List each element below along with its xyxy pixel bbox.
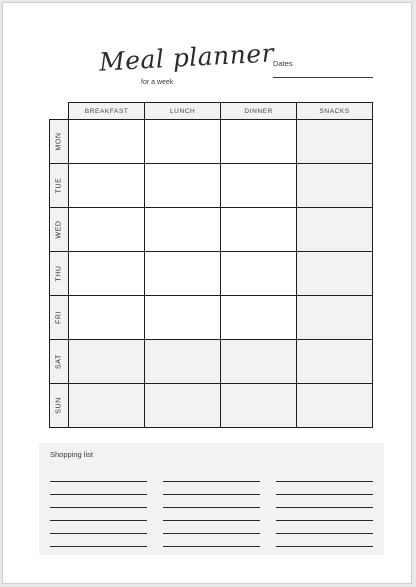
- shopping-line[interactable]: [50, 495, 147, 508]
- meal-cell-lunch[interactable]: [145, 296, 221, 340]
- meal-cell-breakfast[interactable]: [69, 252, 145, 296]
- column-header-breakfast: BREAKFAST: [69, 103, 145, 120]
- meal-cell-dinner[interactable]: [221, 296, 297, 340]
- meal-cell-dinner[interactable]: [221, 340, 297, 384]
- dates-label: Dates: [273, 59, 293, 68]
- meal-cell-dinner[interactable]: [221, 384, 297, 428]
- meal-cell-dinner[interactable]: [221, 252, 297, 296]
- meal-cell-snacks[interactable]: [297, 296, 373, 340]
- shopping-list-title: Shopping list: [50, 450, 93, 459]
- meal-cell-lunch[interactable]: [145, 252, 221, 296]
- meal-cell-breakfast[interactable]: [69, 340, 145, 384]
- meal-cell-dinner[interactable]: [221, 120, 297, 164]
- day-label: SUN: [55, 397, 63, 414]
- shopping-line[interactable]: [50, 534, 147, 547]
- meal-cell-breakfast[interactable]: [69, 164, 145, 208]
- page-subtitle: for a week: [141, 79, 174, 86]
- shopping-line[interactable]: [276, 469, 373, 482]
- meal-cell-snacks[interactable]: [297, 340, 373, 384]
- meal-cell-breakfast[interactable]: [69, 120, 145, 164]
- shopping-line[interactable]: [276, 508, 373, 521]
- shopping-line[interactable]: [163, 521, 260, 534]
- dates-field[interactable]: [273, 77, 373, 78]
- day-label-cell: [50, 296, 69, 340]
- shopping-line[interactable]: [163, 508, 260, 521]
- shopping-line[interactable]: [163, 469, 260, 482]
- day-row-wed: [50, 208, 373, 252]
- day-label: MON: [55, 132, 63, 151]
- day-row-thu: [50, 252, 373, 296]
- page-title: Meal planner: [98, 38, 275, 77]
- shopping-line[interactable]: [50, 508, 147, 521]
- day-label-cell: [50, 384, 69, 428]
- shopping-column: [50, 469, 147, 547]
- column-header-lunch: LUNCH: [145, 103, 221, 120]
- meal-cell-lunch[interactable]: [145, 340, 221, 384]
- day-label: WED: [55, 220, 63, 239]
- grid-corner: [50, 103, 69, 120]
- meal-cell-lunch[interactable]: [145, 384, 221, 428]
- meal-cell-dinner[interactable]: [221, 164, 297, 208]
- day-label-cell: [50, 252, 69, 296]
- meal-cell-breakfast[interactable]: [69, 296, 145, 340]
- shopping-line[interactable]: [276, 482, 373, 495]
- day-label: FRI: [55, 310, 63, 325]
- planner-page: [2, 2, 412, 584]
- shopping-column: [163, 469, 260, 547]
- shopping-line[interactable]: [276, 495, 373, 508]
- meal-cell-breakfast[interactable]: [69, 208, 145, 252]
- meal-cell-snacks[interactable]: [297, 120, 373, 164]
- day-label: THU: [55, 265, 63, 282]
- meal-cell-lunch[interactable]: [145, 120, 221, 164]
- meal-cell-snacks[interactable]: [297, 164, 373, 208]
- day-row-sun: [50, 384, 373, 428]
- shopping-line[interactable]: [163, 482, 260, 495]
- day-row-tue: [50, 164, 373, 208]
- day-row-sat: [50, 340, 373, 384]
- meal-cell-dinner[interactable]: [221, 208, 297, 252]
- column-header-dinner: DINNER: [221, 103, 297, 120]
- shopping-column: [276, 469, 373, 547]
- shopping-line[interactable]: [163, 534, 260, 547]
- day-label-cell: [50, 120, 69, 164]
- day-row-fri: [50, 296, 373, 340]
- meal-cell-snacks[interactable]: [297, 208, 373, 252]
- day-label: SAT: [55, 354, 63, 369]
- day-label-cell: [50, 208, 69, 252]
- shopping-line[interactable]: [50, 521, 147, 534]
- day-label-cell: [50, 340, 69, 384]
- shopping-list-panel: [39, 443, 384, 555]
- day-label: TUE: [55, 177, 63, 194]
- meal-cell-lunch[interactable]: [145, 208, 221, 252]
- shopping-line[interactable]: [163, 495, 260, 508]
- column-header-snacks: SNACKS: [297, 103, 373, 120]
- meal-cell-breakfast[interactable]: [69, 384, 145, 428]
- shopping-line[interactable]: [50, 482, 147, 495]
- meal-cell-snacks[interactable]: [297, 252, 373, 296]
- shopping-line[interactable]: [276, 521, 373, 534]
- shopping-line[interactable]: [276, 534, 373, 547]
- shopping-line[interactable]: [50, 469, 147, 482]
- day-label-cell: [50, 164, 69, 208]
- meal-cell-snacks[interactable]: [297, 384, 373, 428]
- day-row-mon: [50, 120, 373, 164]
- meal-cell-lunch[interactable]: [145, 164, 221, 208]
- meal-grid: [49, 102, 373, 428]
